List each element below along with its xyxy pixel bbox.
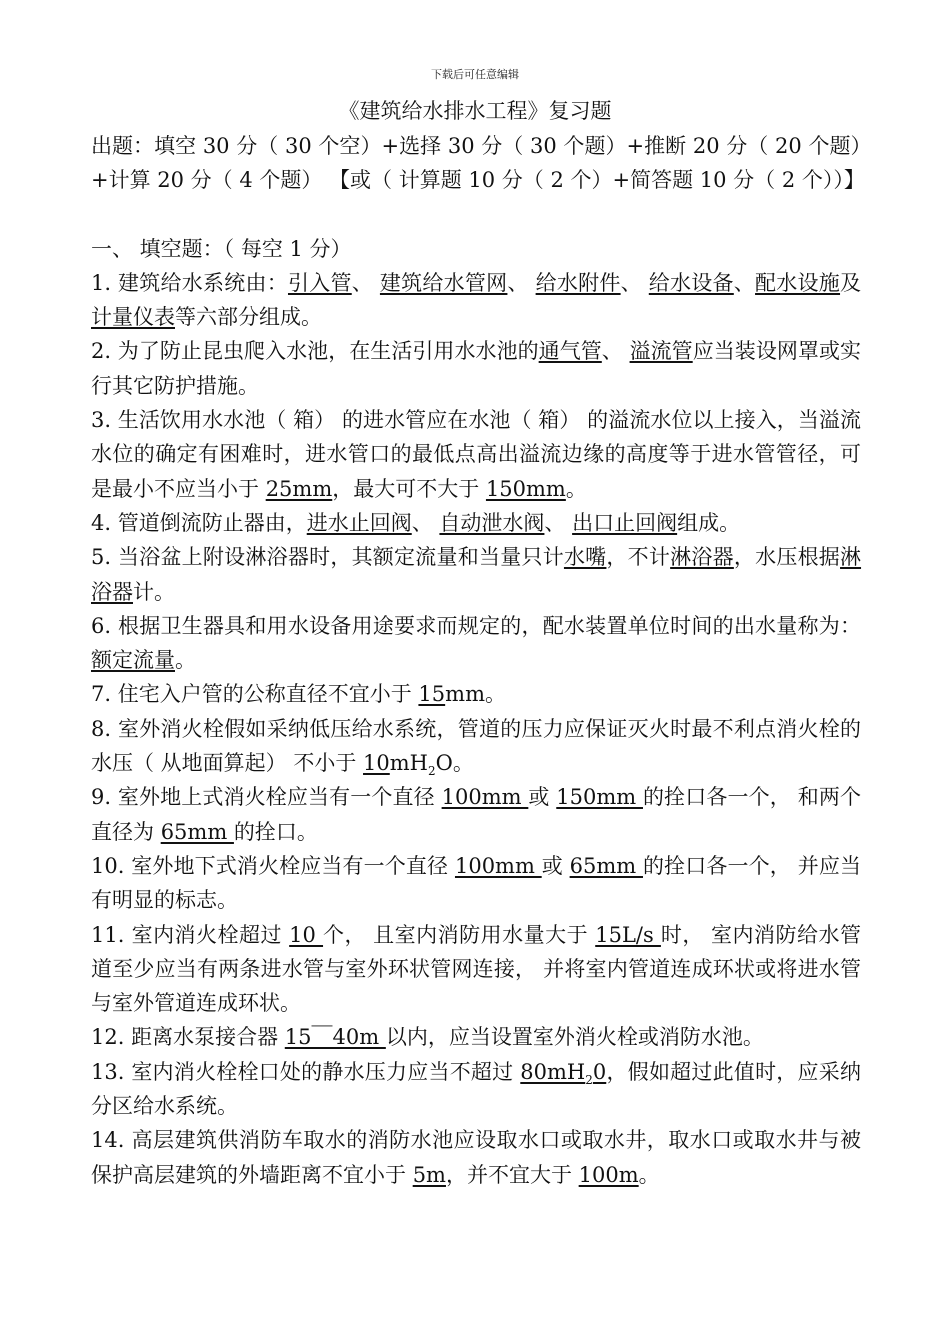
answer-blank: 进水止回阀 bbox=[306, 510, 412, 535]
answer-blank: 150mm bbox=[556, 785, 643, 810]
blank-line bbox=[91, 198, 861, 232]
exam-intro: 出题：填空 30 分（ 30 个空）+选择 30 分（ 30 个题）+推断 20 分（ 20 个题）+计算 20 分（ 4 个题） 【或（ 计算题 10 分（ 2 个）+简答题 10 分（ 2 个））】 bbox=[91, 134, 865, 193]
answer-blank: 150mm bbox=[485, 476, 566, 501]
answer-blank: 25mm bbox=[265, 476, 333, 501]
question-1: 1. 建筑给水系统由：引入管、 建筑给水管网、 给水附件、 给水设备、配水设施及计量仪表等六部分组成。 bbox=[91, 270, 862, 330]
section-heading: 一、 填空题：（ 每空 1 分） bbox=[91, 236, 352, 261]
answer-blank: 建筑给水管网 bbox=[379, 270, 508, 295]
question-5: 5. 当浴盆上附设淋浴器时，其额定流量和当量只计水嘴，不计淋浴器，水压根据淋浴器计。 bbox=[91, 545, 862, 604]
question-2: 2. 为了防止昆虫爬入水池，在生活引用水水池的通气管、 溢流管应当装设网罩或实行其它防护措施。 bbox=[91, 339, 862, 398]
answer-blank: 100mm bbox=[454, 853, 542, 878]
question-14: 14. 高层建筑供消防车取水的消防水池应设取水口或取水井，取水口或取水井与被保护高层建筑的外墙距离不宜小于 5m，并不宜大于 100m。 bbox=[91, 1128, 861, 1187]
answer-blank: 给水附件 bbox=[535, 270, 621, 295]
answer-blank: 配水设施 bbox=[755, 270, 841, 295]
answer-blank: 15L/s bbox=[595, 922, 661, 947]
question-9: 9. 室外地上式消火栓应当有一个直径 100mm 或 150mm 的拴口各一个， 和两个直径为 65mm 的拴口。 bbox=[91, 785, 861, 844]
question-6: 6. 根据卫生器具和用水设备用途要求而规定的，配水装置单位时间的出水量称为：额定流量。 bbox=[91, 613, 861, 673]
question-7: 7. 住宅入户管的公称直径不宜小于 15mm。 bbox=[91, 682, 506, 707]
answer-blank: 通气管 bbox=[538, 339, 602, 364]
answer-blank: 引入管 bbox=[287, 270, 352, 295]
answer-blank: 出口止回阀 bbox=[572, 510, 678, 535]
answer-blank: 100mm bbox=[441, 785, 529, 810]
answer-blank: 给水设备 bbox=[648, 270, 734, 295]
answer-blank: 水嘴 bbox=[563, 545, 607, 570]
answer-blank: 自动泄水阀 bbox=[439, 510, 545, 535]
answer-blank: $80mH_20$ bbox=[520, 1059, 607, 1087]
question-4: 4. 管道倒流防止器由，进水止回阀、 自动泄水阀、 出口止回阀组成。 bbox=[91, 510, 741, 535]
question-10: 10. 室外地下式消火栓应当有一个直径 100mm 或 65mm 的拴口各一个， 并应当有明显的标志。 bbox=[91, 853, 861, 913]
answer-blank: 15￣40m bbox=[284, 1025, 386, 1050]
answer-blank: 淋浴器 bbox=[91, 545, 862, 604]
answer-blank: 65mm bbox=[569, 853, 643, 878]
page-header: 下载后可任意编辑 bbox=[431, 68, 519, 81]
question-11: 11. 室内消火栓超过 10 个， 且室内消防用水量大于 15L/s 时， 室内消防给水管道至少应当有两条进水管与室外环状管网连接， 并将室内管道连成环状或将进水管与室外管道连成环状。 bbox=[91, 922, 861, 1016]
document-title: 《建筑给水排水工程》复习题 bbox=[338, 99, 612, 123]
answer-blank: 65mm bbox=[160, 819, 234, 844]
answer-blank: 100m bbox=[578, 1162, 639, 1187]
answer-blank: 溢流管 bbox=[629, 339, 693, 364]
document-body bbox=[91, 129, 865, 1192]
answer-blank: 10 bbox=[363, 751, 390, 776]
question-8: 8. 室外消火栓假如采纳低压给水系统，管道的压力应保证灭火时最不利点消火栓的水压（ 从地面算起） 不小于 $10mH_2O$。 bbox=[91, 716, 861, 779]
question-3: 3. 生活饮用水水池（ 箱） 的进水管应在水池（ 箱） 的溢流水位以上接入，当溢流水位的确定有困难时，进水管口的最低点高出溢流边缘的高度等于进水管管径，可是最小不应当小于 25mm，最大可不大于 150mm。 bbox=[91, 408, 861, 501]
answer-blank: 15 bbox=[418, 682, 446, 707]
answer-blank: 10 bbox=[289, 922, 324, 947]
answer-blank: 计量仪表 bbox=[91, 305, 175, 330]
answer-blank: 额定流量 bbox=[91, 648, 175, 673]
answer-blank: 淋浴器 bbox=[670, 545, 734, 570]
question-13: 13. 室内消火栓栓口处的静水压力应当不超过 $80mH_20$，假如超过此值时，应采纳分区给水系统。 bbox=[91, 1059, 861, 1119]
answer-blank: 5m bbox=[412, 1162, 446, 1187]
question-12: 12. 距离水泵接合器 15￣40m 以内，应当设置室外消火栓或消防水池。 bbox=[91, 1025, 764, 1050]
